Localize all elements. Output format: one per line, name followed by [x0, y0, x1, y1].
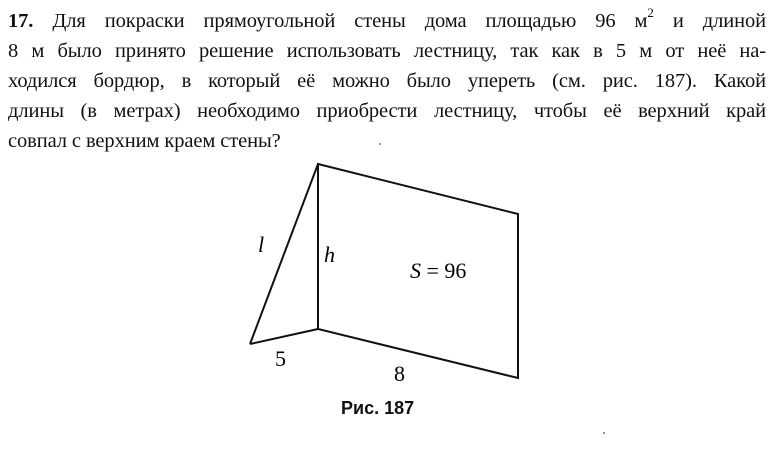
problem-line-5: совпал с верхним краем стены?: [8, 130, 281, 152]
label-area: [410, 258, 466, 283]
problem-line-1-text: Для покраски прямоугольной стены дома площадью 96 м: [52, 10, 648, 32]
area-unit-exponent: 2: [647, 5, 654, 21]
problem-number: 17.: [8, 10, 34, 32]
label-area-value: = 96: [421, 258, 467, 283]
figure-caption: Рис. 187: [341, 398, 415, 418]
label-wall-length-8: 8: [394, 361, 405, 386]
problem-line-2: 8 м было принято решение использовать лестницу, так как в 5 м от неё на-: [8, 40, 766, 62]
problem-line-1-tail: и длиной: [653, 10, 766, 32]
label-area-s: S: [410, 258, 421, 283]
label-distance-5: 5: [275, 346, 286, 371]
scan-speck: [379, 143, 381, 145]
ground-line: [250, 329, 318, 344]
label-height-h: h: [324, 242, 335, 267]
label-ladder-l: l: [258, 232, 265, 257]
problem-line-3: ходился бордюр, в который её можно было упереть (см. рис. 187). Какой: [8, 70, 766, 92]
scan-speck: [603, 432, 605, 434]
problem-line-4: длины (в метрах) необходимо приобрести лестницу, чтобы её верхний край: [8, 100, 766, 122]
